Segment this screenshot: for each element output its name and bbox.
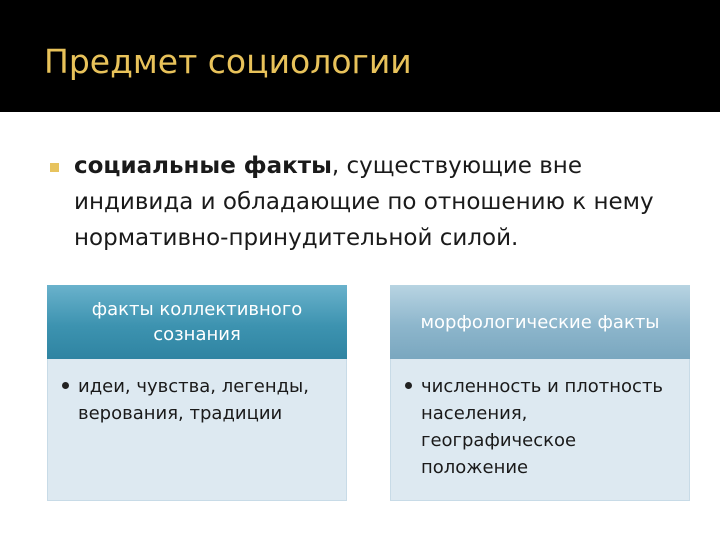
main-bullet-bold-text: социальные факты bbox=[74, 153, 332, 179]
column-collective-consciousness bbox=[47, 285, 347, 501]
main-bullet-text bbox=[74, 148, 694, 256]
column-header-text: факты коллективного сознания bbox=[91, 299, 303, 345]
slide-title: Предмет социологии bbox=[44, 42, 412, 81]
column-body bbox=[390, 359, 690, 501]
round-bullet-icon bbox=[405, 382, 412, 389]
column-header-text: морфологические факты bbox=[420, 311, 660, 333]
main-bullet-rest-text: , существующие вне индивида и обладающие по отношению к нему нормативно-принудительной силой. bbox=[74, 153, 654, 251]
column-item-text: идеи, чувства, легенды, верования, традиции bbox=[78, 376, 309, 424]
column-header bbox=[47, 285, 347, 359]
column-item-text: численность и плотность населения, географическое положение bbox=[421, 376, 664, 478]
title-bar bbox=[0, 0, 720, 112]
square-bullet-icon bbox=[50, 163, 59, 172]
column-body bbox=[47, 359, 347, 501]
column-header bbox=[390, 285, 690, 359]
round-bullet-icon bbox=[62, 382, 69, 389]
column-morphological-facts bbox=[390, 285, 690, 501]
